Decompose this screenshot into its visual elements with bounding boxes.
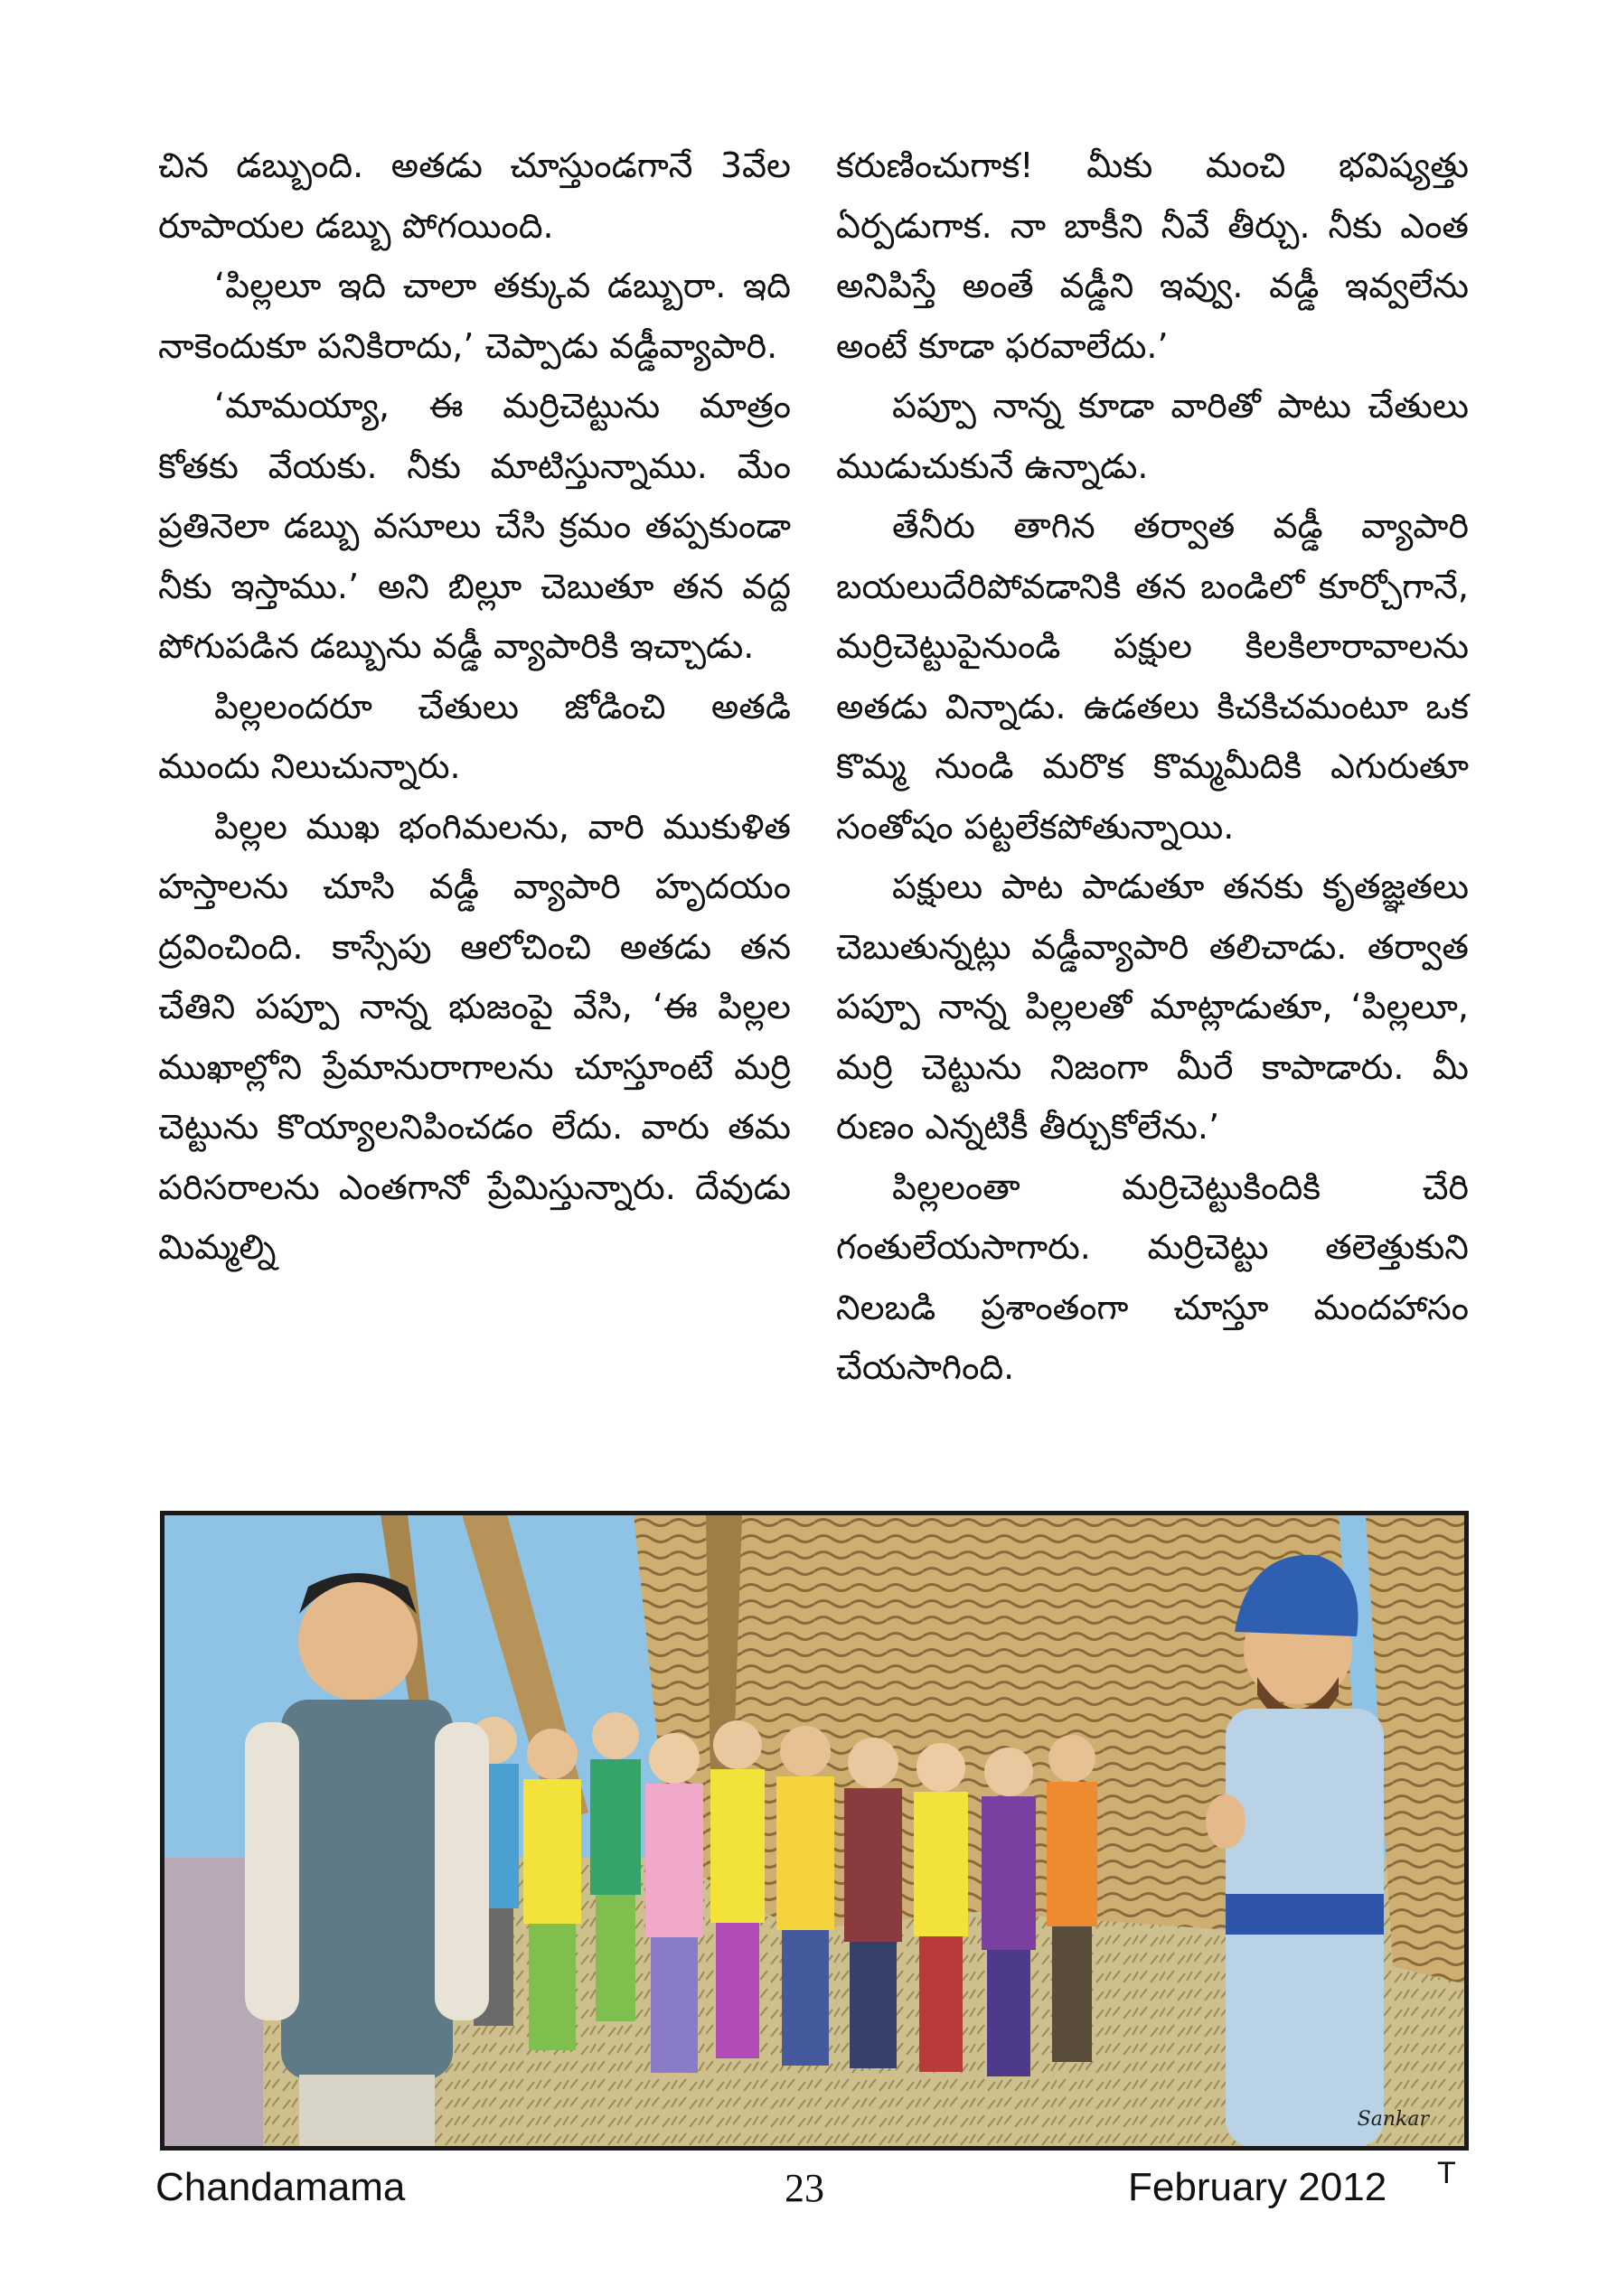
paragraph: ‘మామయ్యా, ఈ మర్రిచెట్టును మాత్రం కోతకు వేయకు. నీకు మాటిస్తున్నాము. మేం ప్రతినెలా డబ్బు వసూలు చేసి క్రమం తప్పకుండా నీకు ఇస్తాము.’ అని బిల్లూ చెబుతూ తన వద్ద పోగుపడిన డబ్బును వడ్డీ వ్యాపారికి ఇచ్చాడు. — [158, 386, 791, 666]
paragraph: పిల్లలందరూ చేతులు జోడించి అతడి ముందు నిలుచున్నారు. — [158, 686, 791, 786]
story-illustration — [160, 1511, 1469, 2151]
magazine-name: Chandamama — [155, 2165, 406, 2209]
page-number: 23 — [785, 2166, 824, 2210]
right-text-column — [836, 136, 1469, 1398]
page-mark: T — [1437, 2156, 1456, 2190]
paragraph: చిన డబ్బుంది. అతడు చూస్తుండగానే 3వేల రూపాయల డబ్బు పోగయింది. — [158, 145, 791, 246]
paragraph: తేనీరు తాగిన తర్వాత వడ్డీ వ్యాపారి బయలుదేరిపోవడానికి తన బండిలో కూర్చోగానే, మర్రిచెట్టుపైనుండి పక్షుల కిలకిలారావాలను అతడు విన్నాడు. ఉడతలు కిచకిచమంటూ ఒక కొమ్మ నుండి మరొక కొమ్మమీదికి ఎగురుతూ సంతోషం పట్టలేకపోతున్నాయి. — [836, 506, 1469, 847]
paragraph: పిల్లల ముఖ భంగిమలను, వారి ముకుళిత హస్తాలను చూసి వడ్డీ వ్యాపారి హృదయం ద్రవించింది. కాస్సేపు ఆలోచించి అతడు తన చేతిని పప్పూ నాన్న భుజంపై వేసి, ‘ఈ పిల్లల ముఖాల్లోని ప్రేమానురాగాలను చూస్తూంటే మర్రి చెట్టును కొయ్యాలనిపించడం లేదు. వారు తమ పరిసరాలను ఎంతగానో ప్రేమిస్తున్నారు. దేవుడు మిమ్మల్ని — [158, 806, 791, 1267]
paragraph: కరుణించుగాక! మీకు మంచి భవిష్యత్తు ఏర్పడుగాక. నా బాకీని నీవే తీర్చు. నీకు ఎంత అనిపిస్తే అంతే వడ్డీని ఇవ్వు. వడ్డీ ఇవ్వలేను అంటే కూడా ఫరవాలేదు.’ — [836, 145, 1469, 366]
artist-signature: Sankar — [1357, 2108, 1429, 2131]
paragraph: పక్షులు పాట పాడుతూ తనకు కృతజ్ఞతలు చెబుతున్నట్లు వడ్డీవ్యాపారి తలిచాడు. తర్వాత పప్పూ నాన్న పిల్లలతో మాట్లాడుతూ, ‘పిల్లలూ, మర్రి చెట్టును నిజంగా మీరే కాపాడారు. మీ రుణం ఎన్నటికీ తీర్చుకోలేను.’ — [836, 867, 1469, 1147]
issue-date: February 2012 — [1128, 2165, 1387, 2209]
paragraph: ‘పిల్లలూ ఇది చాలా తక్కువ డబ్బురా. ఇది నాకెందుకూ పనికిరాదు,’ చెప్పాడు వడ్డీవ్యాపారి. — [158, 266, 791, 366]
paragraph: పిల్లలంతా మర్రిచెట్టుకిందికి చేరి గంతులేయసాగారు. మర్రిచెట్టు తలెత్తుకుని నిలబడి ప్రశాంతంగా చూస్తూ మందహాసం చేయసాగింది. — [836, 1167, 1469, 1387]
paragraph: పప్పూ నాన్న కూడా వారితో పాటు చేతులు ముడుచుకునే ఉన్నాడు. — [836, 386, 1469, 486]
left-text-column — [158, 136, 791, 1278]
illustration-drawing — [164, 1514, 1465, 2147]
